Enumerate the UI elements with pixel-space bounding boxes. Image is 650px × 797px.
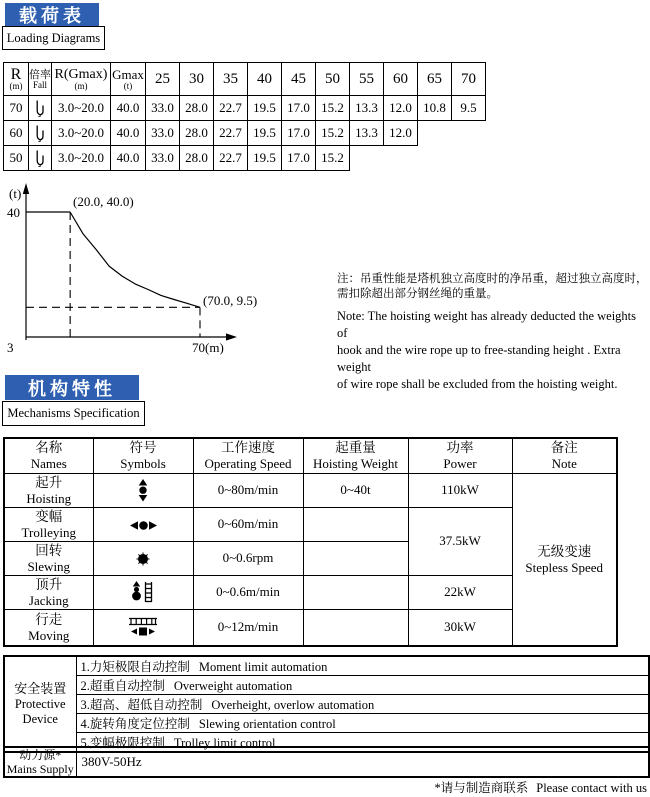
power-hoisting: 110kW xyxy=(408,473,512,507)
load-cell: 15.2 xyxy=(316,121,350,146)
weight-moving xyxy=(303,609,408,646)
loading-row-70 xyxy=(4,96,486,121)
speed-trolleying: 0~60m/min xyxy=(193,507,303,541)
mains-supply-row xyxy=(4,747,649,777)
header-operating-speed: 工作速度 Operating Speed xyxy=(193,438,303,473)
col-r-header: R (m) xyxy=(4,63,29,96)
header-hoisting-weight: 起重量 Hoisting Weight xyxy=(303,438,408,473)
empty-cell xyxy=(452,146,486,171)
speed-moving: 0~12m/min xyxy=(193,609,303,646)
mechanisms-title-cn: 机构特性 xyxy=(5,375,139,400)
hoisting-weight-note xyxy=(337,272,649,393)
load-cell: 19.5 xyxy=(248,121,282,146)
two-fall-hook-icon xyxy=(29,96,52,121)
radius-header: 30 xyxy=(180,63,214,96)
note-en-line2: hook and the wire rope up to free-standing height . Extra weight xyxy=(337,343,621,374)
radius-header: 55 xyxy=(350,63,384,96)
protective-item-5: 5.变幅极限控制 Trolley limit control xyxy=(76,733,649,753)
col-rgmax-header: R(Gmax) (m) xyxy=(52,63,111,96)
speed-hoisting: 0~80m/min xyxy=(193,473,303,507)
protective-row xyxy=(4,695,649,714)
load-cell: 15.2 xyxy=(316,146,350,171)
protective-device-table xyxy=(3,655,650,753)
gmax-value: 40.0 xyxy=(111,96,146,121)
load-cell: 12.0 xyxy=(384,96,418,121)
loading-table-header-row xyxy=(4,63,486,96)
mechanisms-title-en: Mechanisms Specification xyxy=(2,401,145,426)
load-cell: 19.5 xyxy=(248,146,282,171)
gmax-value: 40.0 xyxy=(111,121,146,146)
note-cn-line1: 注：吊重性能是塔机独立高度时的净吊重，超过独立高度时， xyxy=(337,273,648,285)
mains-supply-table xyxy=(3,746,650,778)
load-cell: 13.3 xyxy=(350,96,384,121)
rgmax-range: 3.0~20.0 xyxy=(52,146,111,171)
protective-item-3: 3.超高、超低自动控制 Overheight, overlow automation xyxy=(76,695,649,714)
power-moving: 30kW xyxy=(408,609,512,646)
protective-row xyxy=(4,676,649,695)
empty-cell xyxy=(350,146,384,171)
load-cell: 17.0 xyxy=(282,96,316,121)
load-cell: 22.7 xyxy=(214,121,248,146)
r-value: 50 xyxy=(4,146,29,171)
load-cell: 33.0 xyxy=(146,121,180,146)
radius-header: 50 xyxy=(316,63,350,96)
load-cell: 22.7 xyxy=(214,146,248,171)
protective-row xyxy=(4,714,649,733)
load-cell: 13.3 xyxy=(350,121,384,146)
load-cell: 9.5 xyxy=(452,96,486,121)
rgmax-range: 3.0~20.0 xyxy=(52,96,111,121)
speed-slewing: 0~0.6rpm xyxy=(193,541,303,575)
header-names: 名称 Names xyxy=(4,438,93,473)
header-note: 备注 Note xyxy=(512,438,617,473)
protective-item-2: 2.超重自动控制 Overweight automation xyxy=(76,676,649,695)
radius-header: 70 xyxy=(452,63,486,96)
power-jacking: 22kW xyxy=(408,575,512,609)
load-cell: 17.0 xyxy=(282,121,316,146)
name-slewing: 回转 Slewing xyxy=(4,541,93,575)
moving-symbol-icon xyxy=(93,609,193,646)
power-trolleying-slewing: 37.5kW xyxy=(408,507,512,575)
x-origin-label: 3 xyxy=(7,340,14,355)
name-moving: 行走 Moving xyxy=(4,609,93,646)
header-symbols: 符号 Symbols xyxy=(93,438,193,473)
loading-row-60 xyxy=(4,121,486,146)
x-axis-arrow-icon xyxy=(226,333,237,340)
mains-supply-label: 动力源* Mains Supply xyxy=(4,747,76,777)
protective-item-4: 4.旋转角度定位控制 Slewing orientation control xyxy=(76,714,649,733)
gmax-value: 40.0 xyxy=(111,146,146,171)
load-curve xyxy=(70,212,200,307)
load-cell: 17.0 xyxy=(282,146,316,171)
col-gmax-header: Gmax (t) xyxy=(111,63,146,96)
loading-row-50 xyxy=(4,146,486,171)
mains-supply-value: 380V-50Hz xyxy=(76,747,649,777)
name-hoisting: 起升 Hoisting xyxy=(4,473,93,507)
note-stepless-speed: 无级变速 Stepless Speed xyxy=(512,473,617,646)
loading-diagrams-title-en: Loading Diagrams xyxy=(2,26,105,50)
load-cell: 28.0 xyxy=(180,146,214,171)
radius-header: 40 xyxy=(248,63,282,96)
empty-cell xyxy=(384,146,418,171)
radius-header: 35 xyxy=(214,63,248,96)
radius-header: 65 xyxy=(418,63,452,96)
trolleying-symbol-icon xyxy=(93,507,193,541)
load-cell: 19.5 xyxy=(248,96,282,121)
loading-diagrams-title-cn: 载荷表 xyxy=(5,3,99,26)
empty-cell xyxy=(418,121,452,146)
slewing-symbol-icon xyxy=(93,541,193,575)
contact-footer: *请与制造商联系 Please contact with us xyxy=(434,781,647,795)
load-cell: 12.0 xyxy=(384,121,418,146)
load-cell: 28.0 xyxy=(180,96,214,121)
r-value: 70 xyxy=(4,96,29,121)
load-cell: 15.2 xyxy=(316,96,350,121)
header-power: 功率 Power xyxy=(408,438,512,473)
protective-item-1: 1.力矩极限自动控制 Moment limit automation xyxy=(76,656,649,676)
loading-table xyxy=(3,62,486,171)
hoisting-symbol-icon xyxy=(93,473,193,507)
radius-header: 60 xyxy=(384,63,418,96)
point-label-70-9: (70.0, 9.5) xyxy=(203,293,258,308)
load-cell: 22.7 xyxy=(214,96,248,121)
point-label-20-40: (20.0, 40.0) xyxy=(73,194,134,209)
x-end-label: 70(m) xyxy=(192,340,224,355)
y-tick-40: 40 xyxy=(7,205,20,220)
load-curve-chart xyxy=(0,175,330,380)
y-unit-label: (t) xyxy=(9,186,22,201)
weight-hoisting: 0~40t xyxy=(303,473,408,507)
speed-jacking: 0~0.6m/min xyxy=(193,575,303,609)
protective-device-label: 安全装置 Protective Device xyxy=(4,656,76,752)
rgmax-range: 3.0~20.0 xyxy=(52,121,111,146)
mechanisms-table xyxy=(3,437,618,647)
radius-header: 45 xyxy=(282,63,316,96)
y-axis-arrow-icon xyxy=(23,183,29,194)
r-value: 60 xyxy=(4,121,29,146)
weight-jacking xyxy=(303,575,408,609)
load-cell: 33.0 xyxy=(146,146,180,171)
note-en-line1: Note: The hoisting weight has already deducted the weights of xyxy=(337,309,636,340)
load-cell: 33.0 xyxy=(146,96,180,121)
two-fall-hook-icon xyxy=(29,121,52,146)
two-fall-hook-icon xyxy=(29,146,52,171)
note-cn-line2: 需扣除超出部分钢丝绳的重量。 xyxy=(337,288,498,300)
weight-slewing xyxy=(303,541,408,575)
col-fall-header: 倍率 Fall xyxy=(29,63,52,96)
name-jacking: 顶升 Jacking xyxy=(4,575,93,609)
empty-cell xyxy=(418,146,452,171)
jacking-symbol-icon xyxy=(93,575,193,609)
weight-trolleying xyxy=(303,507,408,541)
name-trolleying: 变幅 Trolleying xyxy=(4,507,93,541)
protective-row xyxy=(4,656,649,676)
radius-header: 25 xyxy=(146,63,180,96)
row-hoisting xyxy=(4,473,617,507)
load-cell: 10.8 xyxy=(418,96,452,121)
mechanisms-header-row xyxy=(4,438,617,473)
empty-cell xyxy=(452,121,486,146)
note-en-line3: of wire rope shall be excluded from the hoisting weight. xyxy=(337,377,618,391)
load-cell: 28.0 xyxy=(180,121,214,146)
